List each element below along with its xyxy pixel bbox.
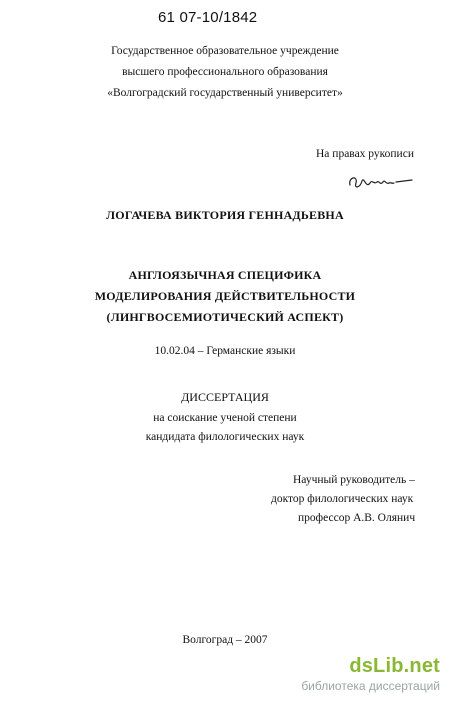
specialty: 10.02.04 – Германские языки — [154, 345, 296, 357]
title-line-1: АНГЛОЯЗЫЧНАЯ СПЕЦИФИКА — [128, 268, 322, 282]
supervisor-line-2: доктор филологических наук — [271, 493, 414, 505]
title-line-2: МОДЕЛИРОВАНИЯ ДЕЙСТВИТЕЛЬНОСТИ — [94, 289, 356, 303]
institution-line-2: высшего профессионального образования — [122, 66, 328, 78]
degree-line-2: кандидата филологических наук — [145, 431, 305, 443]
watermark — [301, 656, 440, 692]
rights-notice: На правах рукописи — [316, 148, 414, 160]
institution-line-3: «Волгоградский государственный университет» — [107, 87, 343, 99]
archive-code: 61 07-10/1842 — [158, 9, 258, 26]
watermark-tagline: библиотека диссертаций — [301, 679, 440, 693]
watermark-logo: dsLib.net — [349, 655, 440, 677]
city-year: Волгоград – 2007 — [182, 634, 268, 646]
degree-line-1: на соискание ученой степени — [153, 412, 297, 424]
institution-line-1: Государственное образовательное учреждение — [111, 45, 339, 57]
title-line-3: (ЛИНГВОСЕМИОТИЧЕСКИЙ АСПЕКТ) — [106, 310, 344, 324]
supervisor-line-3: профессор А.В. Олянич — [298, 512, 416, 524]
handwritten-signature-icon — [346, 171, 416, 193]
supervisor-line-1: Научный руководитель – — [293, 474, 415, 486]
dissertation-label: ДИССЕРТАЦИЯ — [181, 390, 269, 404]
author-name: ЛОГАЧЕВА ВИКТОРИЯ ГЕННАДЬЕВНА — [106, 208, 344, 222]
